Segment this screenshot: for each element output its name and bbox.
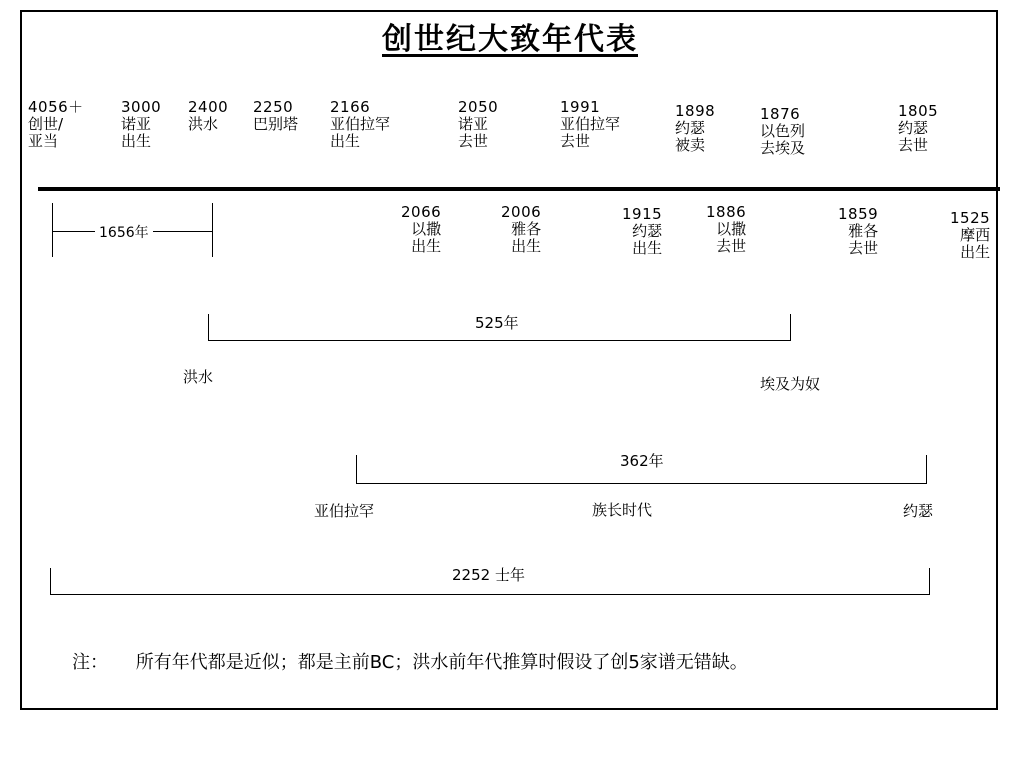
span-1656-label: 1656年 (95, 222, 153, 242)
span-525-right-label: 埃及为奴 (760, 375, 821, 393)
event-israel-to-egypt (760, 106, 805, 157)
event-label: 雅各 (511, 220, 542, 238)
event-label: 约瑟 (898, 119, 929, 137)
span-2252-right-tick (929, 568, 930, 594)
span-362-line (356, 483, 927, 484)
span-362-label: 362年 (620, 452, 664, 470)
event-label: 出生 (121, 132, 152, 150)
footnote-text: 所有年代都是近似；都是主前BC；洪水前年代推算时假设了创5家谱无错缺。 (135, 652, 748, 673)
event-label: 去世 (560, 132, 591, 150)
event-label: 洪水 (188, 115, 219, 133)
event-label: 去世 (848, 239, 879, 257)
event-year: 3000 (121, 98, 162, 116)
event-isaac-birth (401, 204, 441, 255)
event-label: 以撒 (716, 220, 747, 238)
event-year: 2166 (330, 98, 371, 116)
event-label: 出生 (411, 237, 442, 255)
event-joseph-birth (622, 206, 662, 257)
event-label: 出生 (330, 132, 361, 150)
event-label: 诺亚 (458, 115, 489, 133)
span-362-left-tick (356, 455, 357, 483)
span-1656-left-tick (52, 203, 53, 257)
event-year: 1859 (838, 205, 879, 223)
event-isaac-death (706, 204, 746, 255)
event-label: 摩西 (960, 226, 991, 244)
event-label: 出生 (511, 237, 542, 255)
event-year: 2006 (501, 203, 542, 221)
event-label: 去世 (458, 132, 489, 150)
main-timeline (38, 187, 1000, 191)
event-label: 被卖 (675, 136, 706, 154)
event-label: 诺亚 (121, 115, 152, 133)
chart-title: 创世纪大致年代表 (382, 22, 638, 57)
event-label: 去世 (898, 136, 929, 154)
event-flood (188, 99, 228, 133)
span-1656-right-tick (212, 203, 213, 257)
event-label: 去埃及 (760, 139, 806, 157)
span-2252-left-tick (50, 568, 51, 594)
event-noah-birth (121, 99, 161, 150)
event-label: 创世/ (28, 115, 64, 133)
event-label: 约瑟 (675, 119, 706, 137)
event-label: 巴别塔 (253, 115, 299, 133)
event-joseph-sold (675, 103, 715, 154)
event-year: 2050 (458, 98, 499, 116)
event-year: 1991 (560, 98, 601, 116)
span-2252-label: 2252 士年 (452, 566, 525, 584)
span-525-label: 525年 (475, 314, 519, 332)
event-year: 2250 (253, 98, 294, 116)
span-525-left-label: 洪水 (183, 368, 214, 386)
event-label: 亚伯拉罕 (330, 115, 391, 133)
span-525-line (208, 340, 791, 341)
span-525-right-tick (790, 314, 791, 340)
event-year: 2400 (188, 98, 229, 116)
event-year: 4056＋ (28, 98, 84, 116)
span-525-left-tick (208, 314, 209, 340)
event-year: 2066 (401, 203, 442, 221)
event-label: 亚伯拉罕 (560, 115, 621, 133)
event-label: 去世 (716, 237, 747, 255)
span-362-middle-label: 族长时代 (592, 501, 653, 519)
event-label: 以色列 (760, 122, 806, 140)
event-creation (28, 99, 84, 150)
event-label: 出生 (632, 239, 663, 257)
event-year: 1915 (622, 205, 663, 223)
event-label: 约瑟 (632, 222, 663, 240)
event-year: 1805 (898, 102, 939, 120)
event-label: 亚当 (28, 132, 59, 150)
event-label: 雅各 (848, 222, 879, 240)
event-noah-death (458, 99, 498, 150)
event-year: 1525 (950, 209, 991, 227)
event-abraham-death (560, 99, 620, 150)
event-jacob-death (838, 206, 878, 257)
event-babel (253, 99, 298, 133)
span-2252-line (50, 594, 930, 595)
span-362-right-label: 约瑟 (903, 502, 934, 520)
event-year: 1876 (760, 105, 801, 123)
event-year: 1886 (706, 203, 747, 221)
footnote-label: 注： (72, 652, 108, 673)
event-label: 出生 (960, 243, 991, 261)
footnote (72, 648, 748, 674)
diagram-frame (20, 10, 998, 710)
event-year: 1898 (675, 102, 716, 120)
event-abraham-birth (330, 99, 390, 150)
span-362-right-tick (926, 455, 927, 483)
event-moses-birth (950, 210, 990, 261)
event-joseph-death (898, 103, 938, 154)
span-362-left-label: 亚伯拉罕 (314, 502, 375, 520)
event-label: 以撒 (411, 220, 442, 238)
event-jacob-birth (501, 204, 541, 255)
